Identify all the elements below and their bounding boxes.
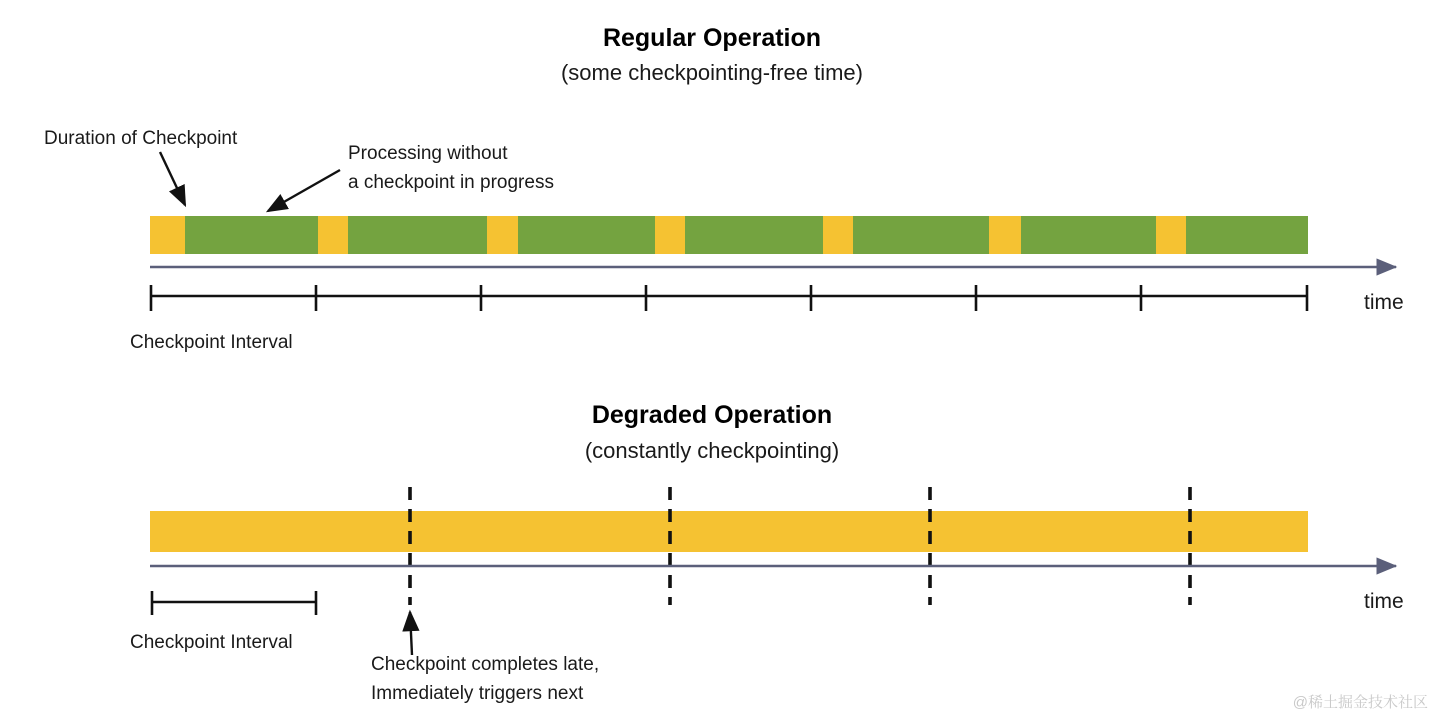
processing-segment bbox=[518, 216, 655, 254]
panel2-interval-bracket bbox=[152, 591, 316, 615]
panel1-subtitle: (some checkpointing-free time) bbox=[560, 60, 863, 85]
watermark: @稀土掘金技术社区 bbox=[1292, 694, 1428, 711]
panel1-checkpoint-interval-label: Checkpoint Interval bbox=[130, 332, 293, 353]
degraded-operation-timeline bbox=[150, 511, 1308, 552]
panel1-time-axis-label: time bbox=[1364, 291, 1404, 314]
checkpoint-segment bbox=[318, 216, 348, 254]
processing-label-arrow bbox=[268, 170, 340, 211]
checkpoint-segment bbox=[1156, 216, 1186, 254]
late-checkpoint-label-line2: Immediately triggers next bbox=[371, 683, 584, 704]
processing-label-line1: Processing without bbox=[348, 143, 508, 164]
processing-segment bbox=[1021, 216, 1156, 254]
duration-of-checkpoint-label: Duration of Checkpoint bbox=[44, 128, 238, 149]
checkpoint-segment bbox=[989, 216, 1020, 254]
checkpoint-segment bbox=[150, 511, 1308, 552]
late-checkpoint-arrow bbox=[410, 612, 412, 655]
processing-label-line2: a checkpoint in progress bbox=[348, 172, 554, 193]
processing-segment bbox=[1186, 216, 1308, 254]
processing-segment bbox=[685, 216, 823, 254]
panel2-subtitle: (constantly checkpointing) bbox=[584, 438, 840, 463]
processing-segment bbox=[853, 216, 990, 254]
processing-segment bbox=[348, 216, 487, 254]
regular-operation-timeline bbox=[150, 216, 1308, 254]
checkpoint-segment bbox=[150, 216, 185, 254]
panel2-checkpoint-interval-label: Checkpoint Interval bbox=[130, 632, 293, 653]
checkpoint-segment bbox=[823, 216, 853, 254]
panel1-tick-ruler bbox=[150, 285, 1308, 311]
late-checkpoint-label-line1: Checkpoint completes late, bbox=[371, 654, 600, 675]
checkpoint-segment bbox=[655, 216, 685, 254]
checkpoint-segment bbox=[487, 216, 518, 254]
panel2-title: Degraded Operation bbox=[591, 401, 833, 429]
panel1-title: Regular Operation bbox=[602, 24, 822, 52]
panel2-time-axis-label: time bbox=[1364, 590, 1404, 613]
processing-segment bbox=[185, 216, 318, 254]
duration-of-checkpoint-arrow bbox=[160, 152, 185, 205]
